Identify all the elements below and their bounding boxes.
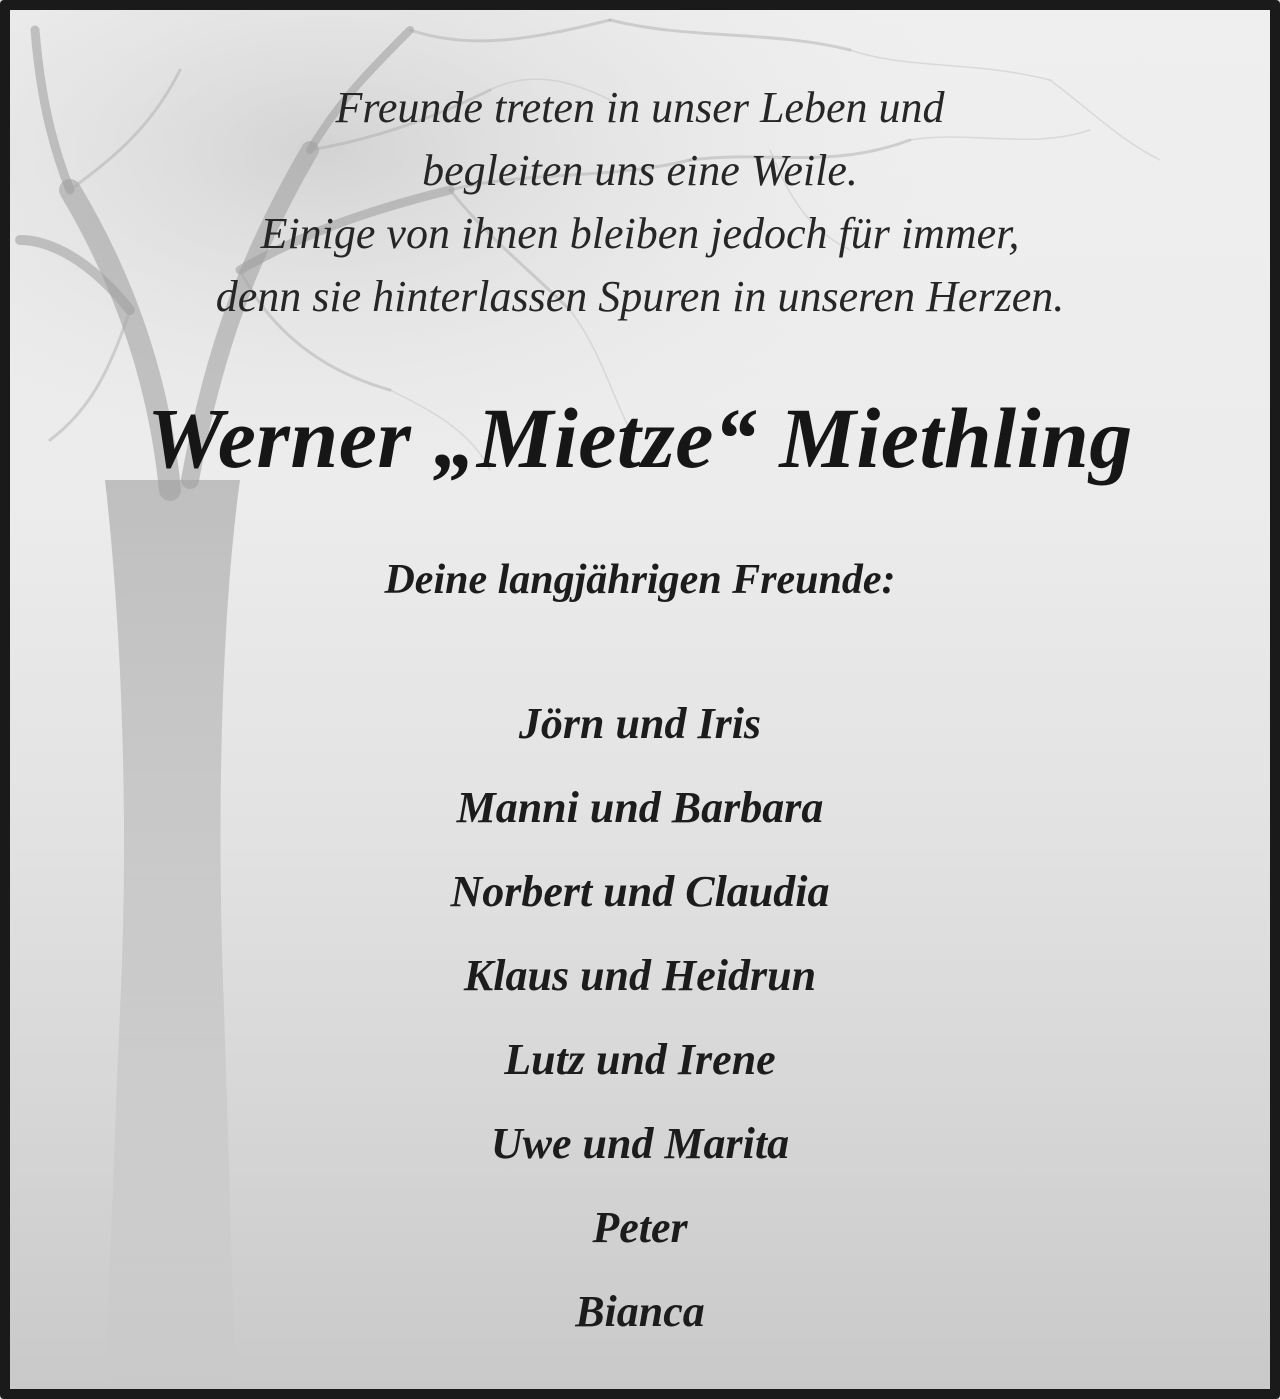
- friend-entry: Lutz und Irene: [504, 1035, 776, 1084]
- memorial-poem: [10, 76, 1270, 328]
- friend-entry: Peter: [592, 1203, 688, 1252]
- friend-entry: Norbert und Claudia: [450, 867, 830, 916]
- deceased-name: Werner „Mietze“ Miethling: [147, 390, 1133, 486]
- friend-entry: Bianca: [575, 1287, 705, 1336]
- friend-entry: Manni und Barbara: [456, 783, 824, 832]
- obituary-content: [10, 10, 1270, 1389]
- friend-entry: Jörn und Iris: [518, 699, 762, 748]
- friends-list: [10, 682, 1270, 1354]
- poem-line: Freunde treten in unser Leben und: [335, 83, 945, 132]
- poem-line: Einige von ihnen bleiben jedoch für immer,: [260, 209, 1020, 258]
- poem-line: denn sie hinterlassen Spuren in unseren Herzen.: [215, 272, 1065, 321]
- friend-entry: Klaus und Heidrun: [463, 951, 817, 1000]
- poem-line: begleiten uns eine Weile.: [422, 146, 858, 195]
- friends-heading: Deine langjährigen Freunde:: [384, 557, 896, 603]
- friend-entry: Uwe und Marita: [490, 1119, 790, 1168]
